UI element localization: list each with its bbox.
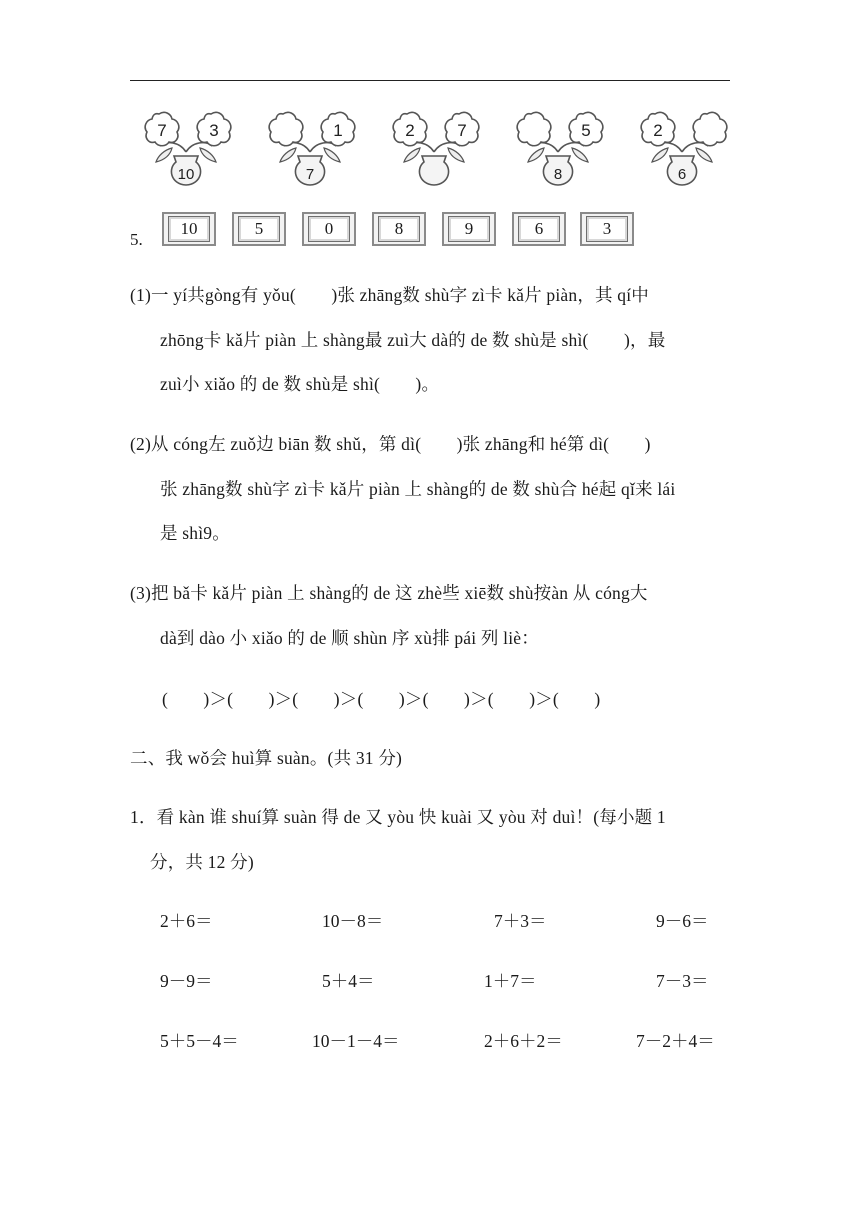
number-tree <box>134 108 234 186</box>
card-value: 9 <box>464 219 474 238</box>
tree-bond-figure <box>382 108 486 188</box>
left-flower-value: 2 <box>653 121 663 140</box>
pot-icon <box>543 156 572 185</box>
number-tree <box>258 108 358 186</box>
pot-value: 7 <box>305 166 315 183</box>
number-card <box>302 212 356 246</box>
right-flower-icon <box>569 112 603 145</box>
pot-icon <box>419 156 448 185</box>
number-tree <box>506 108 606 186</box>
calc-item: 7－3＝ <box>656 971 709 991</box>
pot-value: 10 <box>177 166 195 183</box>
right-flower-value: 3 <box>209 121 219 140</box>
card-value: 8 <box>394 219 404 238</box>
card-value: 5 <box>254 219 264 238</box>
pot-icon <box>295 156 324 185</box>
q5-part1-line3: zuì小 xiǎo 的 de 数 shù是 shì( )。 <box>160 374 440 394</box>
calc-item: 9－9＝ <box>160 971 213 991</box>
number-card <box>372 212 426 246</box>
right-flower-value: 5 <box>581 121 591 140</box>
right-flower-icon <box>197 112 231 145</box>
q5-part3-line1: (3)把 bǎ卡 kǎ片 piàn 上 shàng的 de 这 zhè些 xiē数 shù按àn 从 cóng大 <box>130 583 648 603</box>
tree-bond-figure <box>630 108 734 188</box>
calc-item: 10－1－4＝ <box>312 1031 400 1051</box>
pot-icon <box>667 156 696 185</box>
calc-item: 9－6＝ <box>656 911 709 931</box>
right-flower-icon <box>321 112 355 145</box>
q5-part3-line2: dà到 dào 小 xiǎo 的 de 顺 shùn 序 xù排 pái 列 liè： <box>160 628 539 648</box>
s2-question-1-line1: 1．看 kàn 谁 shuí算 suàn 得 de 又 yòu 快 kuài 又 yòu 对 duì！(每小题 1 <box>130 807 666 827</box>
card-value: 3 <box>602 219 612 238</box>
pot-value: 8 <box>553 166 563 183</box>
q5-part2-line2: 张 zhāng数 shù字 zì卡 kǎ片 piàn 上 shàng的 de 数 shù合 hé起 qǐ来 lái <box>160 479 676 499</box>
card-value: 10 <box>180 219 198 238</box>
left-flower-icon <box>393 112 427 145</box>
number-card <box>162 212 216 246</box>
number-tree <box>630 108 730 186</box>
number-card <box>232 212 286 246</box>
q5-part1-line2: zhōng卡 kǎ片 piàn 上 shàng最 zuì大 dà的 de 数 shù是 shì( )，最 <box>160 330 666 350</box>
left-flower-value: 2 <box>405 121 415 140</box>
card-value: 0 <box>324 219 334 238</box>
pot-icon <box>171 156 200 185</box>
calc-item: 5＋4＝ <box>322 971 375 991</box>
pot-value: 6 <box>677 166 687 183</box>
card-value: 6 <box>534 219 544 238</box>
number-card <box>580 212 634 246</box>
header-rule <box>130 80 730 81</box>
right-flower-icon <box>445 112 479 145</box>
tree-bond-figure <box>258 108 362 188</box>
tree-bond-figure <box>134 108 238 188</box>
calc-item: 10－8＝ <box>322 911 384 931</box>
calc-item: 5＋5－4＝ <box>160 1031 239 1051</box>
left-flower-icon <box>145 112 179 145</box>
left-flower-icon <box>641 112 675 145</box>
tree-bond-figure <box>506 108 610 188</box>
right-flower-icon <box>693 112 727 145</box>
calc-item: 7－2＋4＝ <box>636 1031 715 1051</box>
number-card <box>442 212 496 246</box>
calc-item: 2＋6＋2＝ <box>484 1031 563 1051</box>
calc-item: 1＋7＝ <box>484 971 537 991</box>
right-flower-value: 1 <box>333 121 343 140</box>
left-flower-icon <box>269 112 303 145</box>
number-trees-row <box>134 108 734 188</box>
right-flower-value: 7 <box>457 121 467 140</box>
left-flower-icon <box>517 112 551 145</box>
left-flower-value: 7 <box>157 121 167 140</box>
q5-part2-line1: (2)从 cóng左 zuǒ边 biān 数 shǔ，第 dì( )张 zhāng和 hé第 dì( ) <box>130 434 651 454</box>
number-card <box>512 212 566 246</box>
section-2-heading: 二、我 wǒ会 huì算 suàn。(共 31 分) <box>130 748 403 768</box>
q5-part3-order-blanks: ( )＞( )＞( )＞( )＞( )＞( )＞( ) <box>162 689 601 709</box>
number-tree <box>382 108 482 186</box>
s2-question-1-line2: 分，共 12 分) <box>150 852 254 872</box>
question-number: 5. <box>130 230 143 249</box>
q5-part1-line1: (1)一 yí共gòng有 yǒu( )张 zhāng数 shù字 zì卡 kǎ片 piàn，其 qí中 <box>130 285 650 305</box>
calc-item: 2＋6＝ <box>160 911 213 931</box>
q5-part2-line3: 是 shì9。 <box>160 523 230 543</box>
calc-item: 7＋3＝ <box>494 911 547 931</box>
